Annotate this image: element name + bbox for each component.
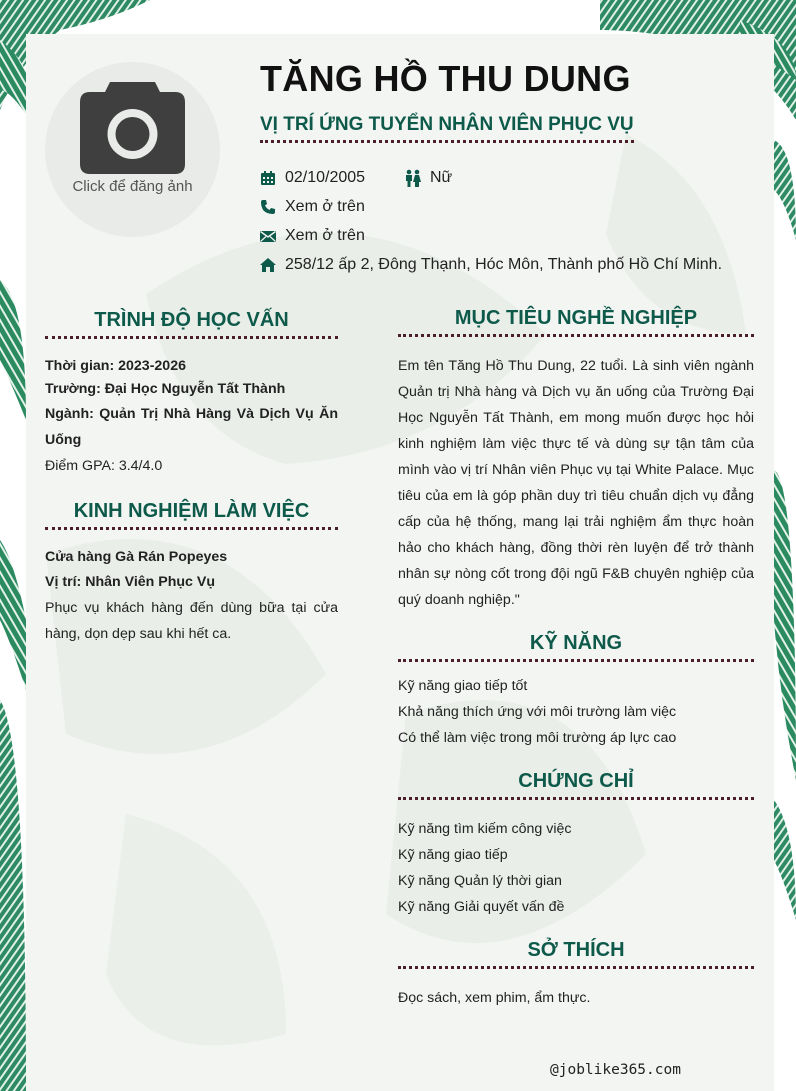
education-title: TRÌNH ĐỘ HỌC VẤN [94,309,289,331]
birthday-value: 02/10/2005 [285,169,366,186]
education-school: Trường: Đại Học Nguyễn Tất Thành [45,381,286,397]
skill-item: Kỹ năng giao tiếp tốt [398,678,528,694]
hobbies-text: Đọc sách, xem phim, ẩm thực. [398,990,591,1006]
photo-caption: Click để đăng ảnh [72,178,193,195]
applied-position: VỊ TRÍ ỨNG TUYỂN NHÂN VIÊN PHỤC VỤ [260,114,634,143]
certificate-item: Kỹ năng Quản lý thời gian [398,873,562,889]
skills-divider [398,659,754,662]
certificate-item: Kỹ năng Giải quyết vấn đề [398,899,565,915]
hobbies-divider [398,966,754,969]
certificates-divider [398,797,754,800]
certificate-item: Kỹ năng tìm kiếm công việc [398,821,572,837]
education-gpa: Điểm GPA: 3.4/4.0 [45,458,163,474]
education-major: Ngành: Quản Trị Nhà Hàng Và Dịch Vụ Ăn Uống [45,406,338,448]
phone-value: Xem ở trên [285,198,365,215]
objective-divider [398,334,754,337]
calendar-icon [260,170,276,186]
gender-value: Nữ [430,169,453,186]
address-value: 258/12 ấp 2, Đông Thạnh, Hóc Môn, Thành phố Hồ Chí Minh. [285,256,723,273]
candidate-name: TĂNG HỒ THU DUNG [260,58,631,99]
experience-divider [45,527,338,530]
experience-company: Cửa hàng Gà Rán Popeyes [45,549,228,565]
address-row [260,256,722,274]
experience-title: KINH NGHIỆM LÀM VIỆC [73,500,310,522]
certificates-title: CHỨNG CHỈ [518,770,634,792]
objective-title: MỤC TIÊU NGHỀ NGHIỆP [454,307,698,329]
site-watermark: @joblike365.com [550,1062,681,1078]
camera-icon [80,82,185,174]
email-value: Xem ở trên [285,227,365,244]
avatar-upload[interactable] [45,62,220,237]
education-divider [45,336,338,339]
email-row [260,227,365,245]
experience-role: Vị trí: Nhân Viên Phục Vụ [45,574,216,590]
skill-item: Có thể làm việc trong môi trường áp lực cao [398,730,677,746]
phone-row [260,198,365,216]
skills-title: KỸ NĂNG [529,632,623,654]
objective-text: Em tên Tăng Hồ Thu Dung, 22 tuổi. Là sinh viên ngành Quản trị Nhà hàng và Dịch vụ ăn uống của Trường Đại Học Nguyễn Tất Thành, em mong muốn được học hỏi kinh nghiệm làm việc thực tế và dùng sự tận tâm của mình vào vị trí Nhân viên Phục vụ tại White Palace. Mục tiêu của em là góp phần duy trì tiêu chuẩn dịch vụ đẳng cấp của hệ thống, mang lại trải nghiệm ẩm thực hoàn hảo cho khách hàng, đồng thời rèn luyện để trở thành nhân sự nòng cốt trong đội ngũ F&B chuyên nghiệp của quý doanh nghiệp." [398,358,754,608]
education-time: Thời gian: 2023-2026 [45,358,186,374]
envelope-icon [260,228,276,244]
experience-description: Phục vụ khách hàng đến dùng bữa tại cửa hàng, dọn dẹp sau khi hết ca. [45,600,338,642]
gender-icon [405,169,421,187]
home-icon [260,257,276,273]
gender-row [405,169,452,187]
birthday-row [260,169,365,187]
hobbies-title: SỞ THÍCH [527,939,625,961]
certificate-item: Kỹ năng giao tiếp [398,847,508,863]
phone-icon [260,199,276,215]
skill-item: Khả năng thích ứng với môi trường làm việc [398,704,677,720]
